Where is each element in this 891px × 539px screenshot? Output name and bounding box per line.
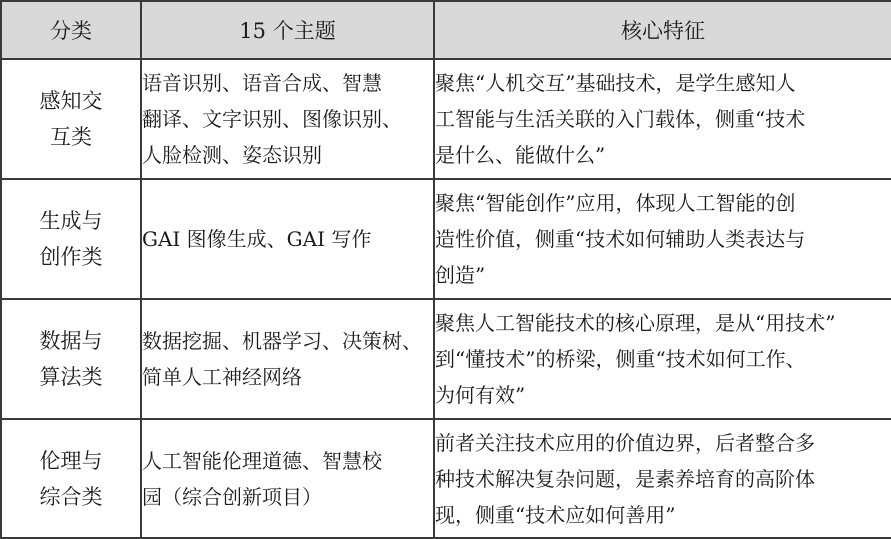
table-row	[1, 299, 891, 419]
features-line: 聚焦人工智能技术的核心原理，是从“用技术”	[435, 311, 836, 335]
features-cell	[434, 299, 891, 419]
topics-cell	[141, 299, 434, 419]
header-category: 分类	[1, 1, 141, 59]
header-row	[1, 1, 891, 59]
topics-line: 园（综合创新项目）	[142, 484, 322, 509]
category-line: 感知交	[39, 89, 103, 113]
category-line: 生成与	[39, 209, 103, 233]
features-cell	[434, 419, 891, 538]
category-line: 伦理与	[39, 448, 103, 473]
category-line: 互类	[50, 125, 92, 149]
features-line: 是什么、能做什么”	[435, 143, 606, 167]
features-line: 现，侧重“技术应如何善用”	[435, 502, 676, 527]
topics-line: GAI 图像生成、GAI 写作	[142, 227, 372, 251]
features-cell	[434, 179, 891, 299]
category-line: 算法类	[39, 365, 103, 389]
topics-line: 翻译、文字识别、图像识别、	[142, 107, 402, 131]
category-cell	[1, 419, 141, 538]
topics-line: 人工智能伦理道德、智慧校	[142, 448, 382, 473]
features-line: 聚焦“智能创作”应用，体现人工智能的创	[435, 191, 796, 215]
topics-line: 语音识别、语音合成、智慧	[142, 71, 382, 95]
features-line: 工智能与生活关联的入门载体，侧重“技术	[435, 107, 806, 131]
topics-cell	[141, 419, 434, 538]
category-line: 综合类	[39, 484, 103, 509]
category-line: 创作类	[39, 245, 103, 269]
category-cell	[1, 179, 141, 299]
header-topics: 15 个主题	[141, 1, 434, 59]
features-line: 造性价值，侧重“技术如何辅助人类表达与	[435, 227, 806, 251]
features-line: 前者关注技术应用的价值边界，后者整合多	[435, 430, 815, 455]
category-cell	[1, 299, 141, 419]
topics-cell	[141, 179, 434, 299]
category-cell	[1, 59, 141, 179]
category-line: 数据与	[39, 329, 103, 353]
topics-line: 数据挖掘、机器学习、决策树、	[142, 329, 422, 353]
header-features: 核心特征	[434, 1, 891, 59]
features-line: 种技术解决复杂问题，是素养培育的高阶体	[435, 466, 815, 491]
table-row	[1, 179, 891, 299]
features-line: 到“懂技术”的桥梁，侧重“技术如何工作、	[435, 347, 806, 371]
features-line: 聚焦“人机交互”基础技术，是学生感知人	[435, 71, 796, 95]
topics-line: 人脸检测、姿态识别	[142, 143, 322, 167]
features-line: 为何有效”	[435, 383, 526, 407]
topics-cell	[141, 59, 434, 179]
table-row	[1, 59, 891, 179]
features-line: 创造”	[435, 263, 486, 287]
topics-line: 简单人工神经网络	[142, 365, 302, 389]
table-row	[1, 419, 891, 538]
features-cell	[434, 59, 891, 179]
